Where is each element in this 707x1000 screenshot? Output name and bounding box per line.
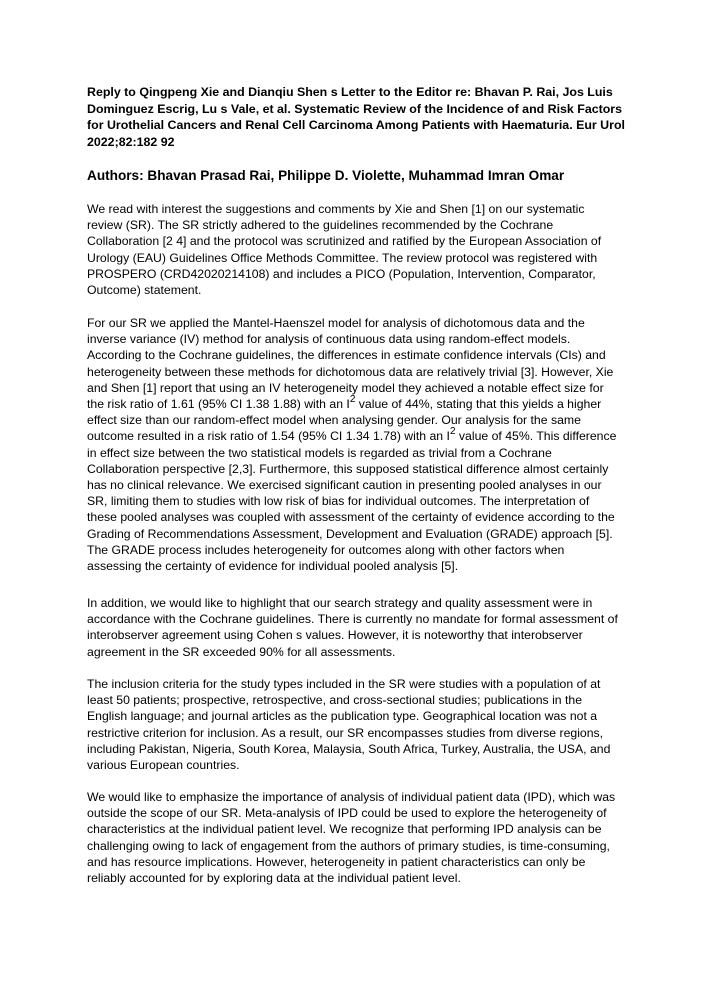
paragraph-2 [87,315,622,574]
paragraph-4: The inclusion criteria for the study types included in the SR were studies with a population of at least 50 patients; prospective, retrospective, and cross-sectional studies; publications in the English language; and journal articles as the publication type. Geographical location was not a restrictive criterion for inclusion. As a result, our SR encompasses studies from diverse regions, including Pakistan, Nigeria, South Korea, Malaysia, South Africa, Turkey, Australia, the USA, and various European countries. [87,677,611,773]
paragraph-3: In addition, we would like to highlight that our search strategy and quality assessment were in accordance with the Cochrane guidelines. There is currently no mandate for formal assessment of interobserver agreement using Cohen s values. However, it is noteworthy that interobserver agreement in the SR exceeded 90% for all assessments. [87,596,618,659]
i-squared-superscript: 2 [449,426,456,438]
paragraph-2-part-c: value of 45%. This difference in effect size between the two statistical models is regarded as trivial from a Cochrane Collaboration perspective [2,3]. Furthermore, this supposed statistical difference almost certainly has no clinical relevance. We exercised significant caution in presenting pooled analyses in our SR, limiting them to studies with low risk of bias for individual outcomes. The interpretation of these pooled analyses was coupled with assessment of the certainty of evidence according to the Grading of Recommendations Assessment, Development and Evaluation (GRADE) approach [5]. The GRADE process includes heterogeneity for outcomes along with other factors when assessing the certainty of evidence for individual pooled analysis [5]. [87,429,617,574]
letter-title: Reply to Qingpeng Xie and Dianqiu Shen s Letter to the Editor re: Bhavan P. Rai, Jos Luis Dominguez Escrig, Lu s Vale, et al. Systematic Review of the Incidence of and Risk Factors for Urothelial Cancers and Renal Cell Carcinoma Among Patients with Haematuria. Eur Urol 2022;82:182 92 [87,85,625,149]
paragraph-5: We would like to emphasize the importance of analysis of individual patient data (IPD), which was outside the scope of our SR. Meta-analysis of IPD could be used to explore the heterogeneity of characteristics at the individual patient level. We recognize that performing IPD analysis can be challenging owing to lack of engagement from the authors of primary studies, is time-consuming, and has resource implications. However, heterogeneity in patient characteristics can only be reliably accounted for by exploring data at the individual patient level. [87,790,616,886]
paragraph-2-part-b: value of 44%, stating that this yields a higher effect size than our random-effect model when analysing gender. Our analysis for the same outcome resulted in a risk ratio of 1.54 (95% CI 1.34 1.78) with an I [87,397,602,444]
i-squared-superscript: 2 [349,394,356,406]
paragraph-1: We read with interest the suggestions and comments by Xie and Shen [1] on our systematic review (SR). The SR strictly adhered to the guidelines recommended by the Cochrane Collaboration [2 4] and the protocol was scrutinized and ratified by the European Association of Urology (EAU) Guidelines Office Methods Committee. The review protocol was registered with PROSPERO (CRD42020214108) and includes a PICO (Population, Intervention, Comparator, Outcome) statement. [87,202,602,298]
author-line: Authors: Bhavan Prasad Rai, Philippe D. Violette, Muhammad Imran Omar [87,168,565,183]
paragraph-2-part-a: For our SR we applied the Mantel-Haenszel model for analysis of dichotomous data and the inverse variance (IV) method for analysis of continuous data using random-effect models. According to the Cochrane guidelines, the differences in estimate confidence intervals (CIs) and heterogeneity between these methods for dichotomous data are relatively trivial [3]. However, Xie and Shen [1] report that using an IV heterogeneity model they achieved a notable effect size for the risk ratio of 1.61 (95% CI 1.38 1.88) with an I [87,316,614,412]
